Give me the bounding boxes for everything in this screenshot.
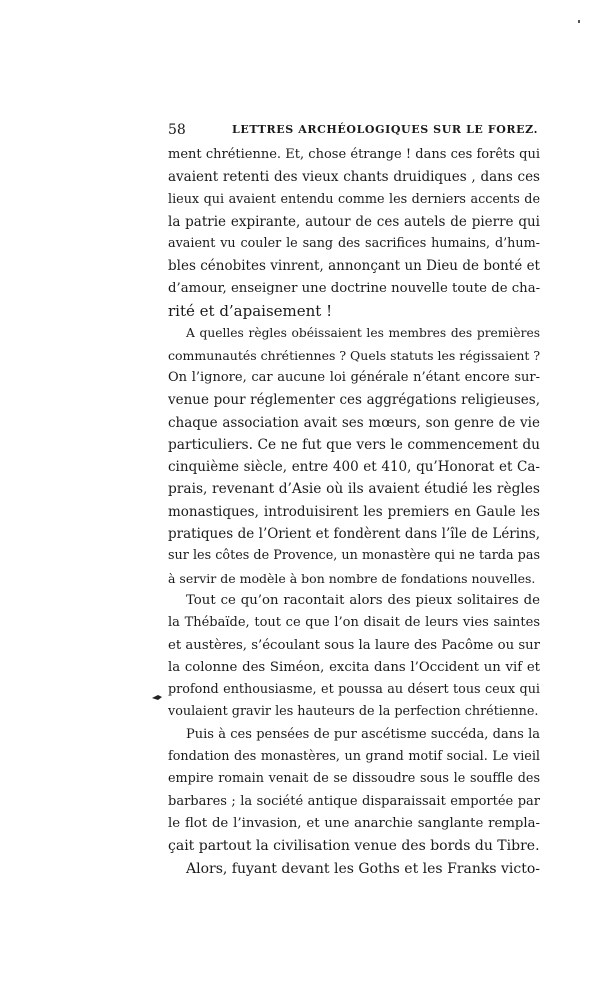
text-line: voulaient gravir les hauteurs de la perfection chrétienne. xyxy=(168,704,539,720)
page-header xyxy=(168,122,540,142)
text-line: pratiques de l’Orient et fondèrent dans l’île de Lérins, xyxy=(168,526,540,543)
text-line: ment chrétienne. Et, chose étrange ! dans ces forêts qui xyxy=(168,147,540,162)
text-line: à servir de modèle à bon nombre de fondations nouvelles. xyxy=(168,570,536,586)
text-line: le flot de l’invasion, et une anarchie sanglante rempla- xyxy=(168,815,540,831)
text-line: barbares ; la société antique disparaissait emportée par xyxy=(168,793,540,809)
text-line: et austères, s’écoulant sous la laure des Pacôme ou sur xyxy=(168,637,540,653)
text-line: monastiques, introduisirent les premiers en Gaule les xyxy=(168,503,540,520)
text-line: A quelles règles obéissaient les membres des premières xyxy=(186,326,540,341)
text-line: Alors, fuyant devant les Goths et les Franks victo- xyxy=(186,860,540,877)
text-line: lieux qui avaient entendu comme les derniers accents de xyxy=(168,191,540,207)
text-line: la colonne des Siméon, excita dans l’Occident un vif et xyxy=(168,659,540,675)
text-line: On l’ignore, car aucune loi générale n’étant encore sur- xyxy=(168,369,540,385)
text-line: empire romain venait de se dissoudre sous le souffle des xyxy=(168,771,540,787)
text-line: prais, revenant d’Asie où ils avaient étudié les règles xyxy=(168,481,540,498)
text-line: chaque association avait ses mœurs, son genre de vie xyxy=(168,414,540,431)
text-line: bles cénobites vinrent, annonçant un Dieu de bonté et xyxy=(168,258,540,275)
text-line: rité et d’apaisement ! xyxy=(168,302,333,321)
text-line: la patrie expirante, autour de ces autels de pierre qui xyxy=(168,213,540,230)
text-line: çait partout la civilisation venue des bords du Tibre. xyxy=(168,838,540,855)
text-line: fondation des monastères, un grand motif social. Le vieil xyxy=(168,749,540,765)
text-line: d’amour, enseigner une doctrine nouvelle toute de cha- xyxy=(168,280,540,296)
margin-arrow-icon xyxy=(152,692,162,702)
page-number: 58 xyxy=(168,122,186,138)
corner-speck xyxy=(578,20,580,23)
text-line: venue pour réglementer ces aggrégations religieuses, xyxy=(168,392,540,409)
text-line: cinquième siècle, entre 400 et 410, qu’Honorat et Ca- xyxy=(168,459,540,476)
text-line: la Thébaïde, tout ce que l’on disait de leurs vies saintes xyxy=(168,615,540,631)
text-line: Puis à ces pensées de pur ascétisme succéda, dans la xyxy=(186,726,540,742)
text-line: avaient vu couler le sang des sacrifices humains, d’hum- xyxy=(168,236,540,252)
text-line: particuliers. Ce ne fut que vers le commencement du xyxy=(168,436,540,453)
text-line: sur les côtes de Provence, un monastère qui ne tarda pas xyxy=(168,548,540,564)
text-line: Tout ce qu’on racontait alors des pieux solitaires de xyxy=(186,592,540,608)
text-line: communautés chrétiennes ? Quels statuts les régissaient ? xyxy=(168,347,540,363)
text-line: avaient retenti des vieux chants druidiques , dans ces xyxy=(168,169,540,186)
text-line: profond enthousiasme, et poussa au désert tous ceux qui xyxy=(168,682,540,698)
running-title: LETTRES ARCHÉOLOGIQUES SUR LE FOREZ. xyxy=(232,123,539,136)
body-text xyxy=(168,144,540,880)
